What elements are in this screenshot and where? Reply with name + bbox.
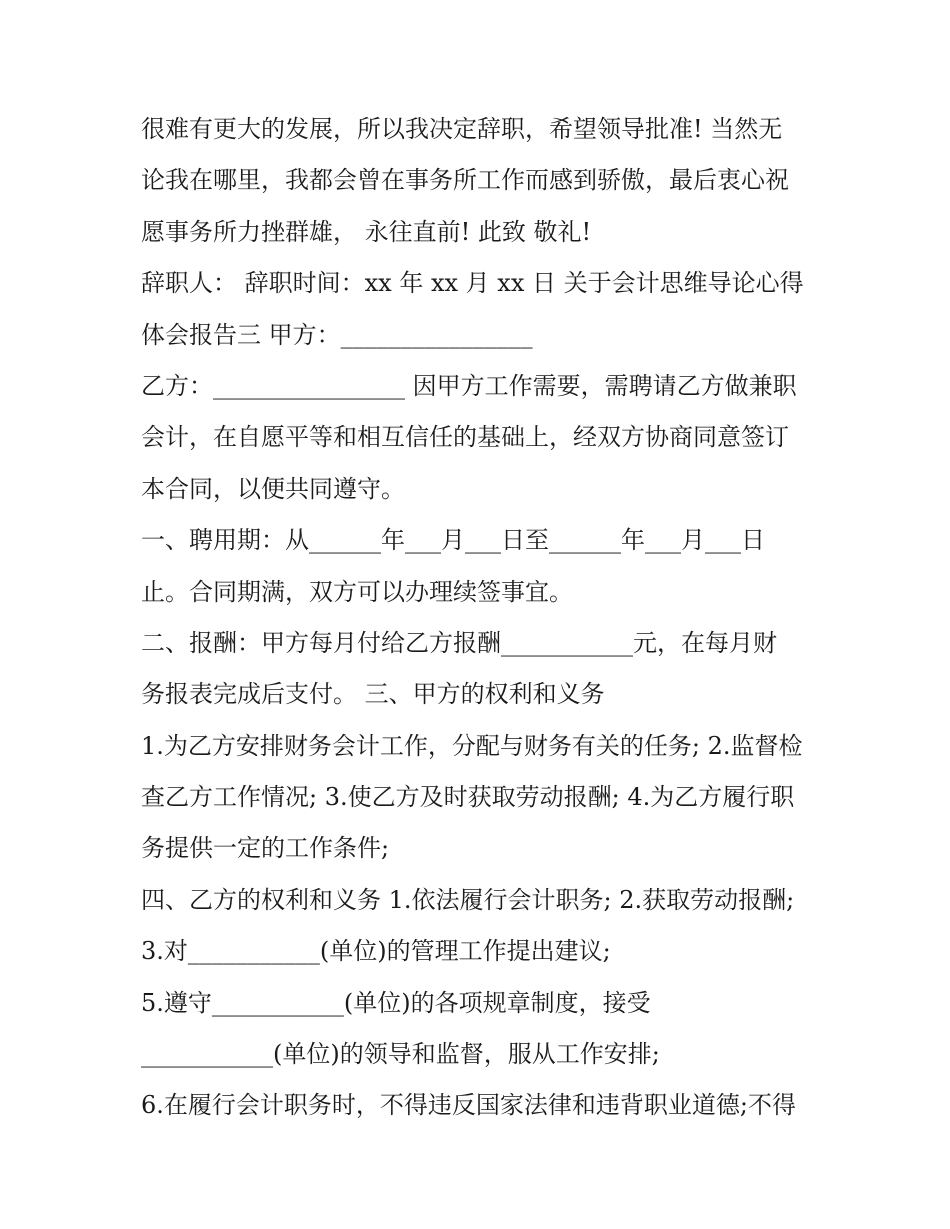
text-line: 3.对___________(单位)的管理工作提出建议; (141, 937, 611, 966)
text-line: 查乙方工作情况; 3.使乙方及时获取劳动报酬; 4.为乙方履行职 (141, 783, 795, 812)
text-line: 乙方：________________ 因甲方工作需要，需聘请乙方做兼职 (141, 371, 797, 400)
text-line: 二、报酬：甲方每月付给乙方报酬___________元，在每月财 (141, 628, 777, 657)
text-line: 6.在履行会计职务时，不得违反国家法律和违背职业道德;不得 (141, 1091, 796, 1120)
text-line: 一、聘用期：从______年___月___日至______年___月___日 (141, 526, 765, 555)
text-line: 5.遵守___________(单位)的各项规章制度，接受 (141, 988, 651, 1017)
text-line: 止。合同期满，双方可以办理续签事宜。 (141, 577, 573, 606)
text-line: 论我在哪里，我都会曾在事务所工作而感到骄傲，最后衷心祝 (141, 166, 789, 195)
text-line: 会计，在自愿平等和相互信任的基础上，经双方协商同意签订 (141, 423, 789, 452)
text-line: 本合同，以便共同遵守。 (141, 474, 405, 503)
text-line: 务报表完成后支付。 三、甲方的权利和义务 (141, 680, 605, 709)
text-line: 辞职人： 辞职时间：xx 年 xx 月 xx 日 关于会计思维导论心得 (141, 269, 804, 298)
text-line: 务提供一定的工作条件; (141, 834, 390, 863)
text-line: 很难有更大的发展，所以我决定辞职，希望领导批准! 当然无 (141, 115, 783, 143)
text-line: 1.为乙方安排财务会计工作，分配与财务有关的任务; 2.监督检 (141, 731, 803, 760)
text-line: 愿事务所力挫群雄， 永往直前! 此致 敬礼! (141, 217, 592, 246)
text-line: 体会报告三 甲方：________________ (141, 320, 533, 349)
text-line: ___________(单位)的领导和监督，服从工作安排; (141, 1040, 660, 1069)
document-body (141, 104, 821, 1132)
text-line: 四、乙方的权利和义务 1.依法履行会计职务; 2.获取劳动报酬; (141, 885, 795, 914)
